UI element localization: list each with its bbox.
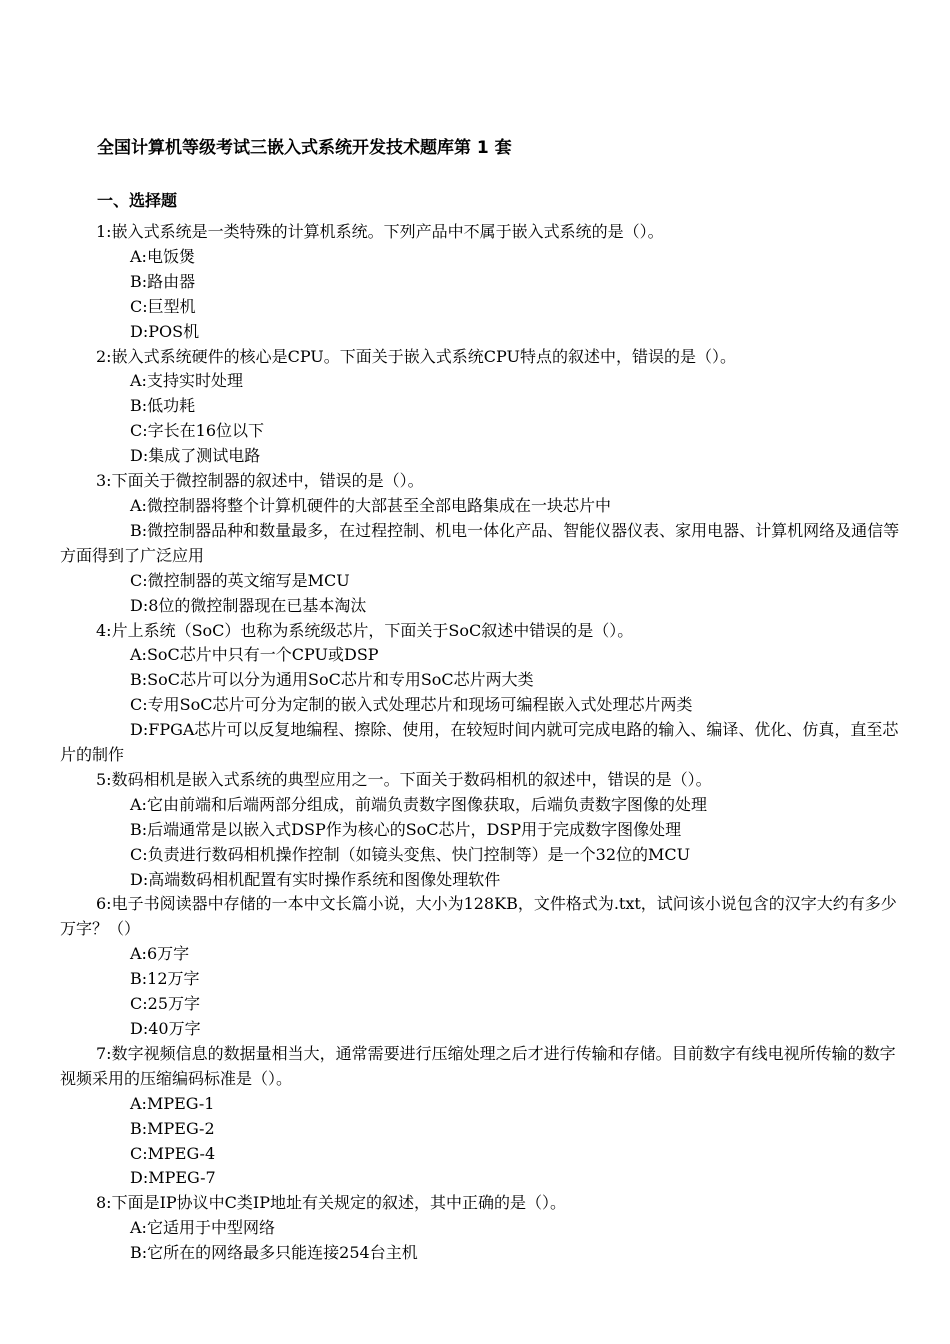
answer-option: A:它由前端和后端两部分组成，前端负责数字图像获取，后端负责数字图像的处理 <box>130 794 707 814</box>
answer-option: D:MPEG-7 <box>130 1168 216 1188</box>
answer-option: C:负责进行数码相机操作控制（如镜头变焦、快门控制等）是一个32位的MCU <box>130 844 691 864</box>
answer-option: A:SoC芯片中只有一个CPU或DSP <box>130 645 379 665</box>
answer-option: B:路由器 <box>130 271 196 291</box>
question-item <box>60 220 900 345</box>
question-item <box>60 1191 900 1266</box>
answer-option: C:字长在16位以下 <box>130 421 264 441</box>
answer-option: D:集成了测试电路 <box>130 446 261 466</box>
question-item <box>60 1042 900 1191</box>
answer-option: C:微控制器的英文缩写是MCU <box>130 570 350 590</box>
answer-option: D:FPGA芯片可以反复地编程、擦除、使用，在较短时间内就可完成电路的输入、编译、优化、仿真，直至芯片的制作 <box>60 720 899 765</box>
question-item <box>60 345 900 470</box>
answer-option: D:高端数码相机配置有实时操作系统和图像处理软件 <box>130 869 501 889</box>
answer-option: B:微控制器品种和数量最多，在过程控制、机电一体化产品、智能仪器仪表、家用电器、计算机网络及通信等方面得到了广泛应用 <box>60 520 900 565</box>
question-stem: 5:数码相机是嵌入式系统的典型应用之一。下面关于数码相机的叙述中，错误的是（）。 <box>96 769 712 789</box>
answer-option: A:支持实时处理 <box>130 371 243 391</box>
answer-option: A:微控制器将整个计算机硬件的大部甚至全部电路集成在一块芯片中 <box>130 495 611 515</box>
section-heading: 一、选择题 <box>97 191 178 210</box>
answer-option: C:专用SoC芯片可分为定制的嵌入式处理芯片和现场可编程嵌入式处理芯片两类 <box>130 695 693 715</box>
question-stem: 1:嵌入式系统是一类特殊的计算机系统。下列产品中不属于嵌入式系统的是（）。 <box>96 222 664 241</box>
answer-option: C:MPEG-4 <box>130 1143 216 1163</box>
question-stem: 8:下面是IP协议中C类IP地址有关规定的叙述，其中正确的是（）。 <box>96 1193 566 1213</box>
question-stem: 6:电子书阅读器中存储的一本中文长篇小说，大小为128KB，文件格式为.txt，试问该小说包含的汉字大约有多少万字？（） <box>60 894 897 939</box>
answer-option: A:MPEG-1 <box>130 1093 215 1113</box>
answer-option: B:12万字 <box>130 969 200 989</box>
question-stem: 3:下面关于微控制器的叙述中，错误的是（）。 <box>96 471 424 491</box>
question-item <box>60 469 900 618</box>
answer-option: A:它适用于中型网络 <box>130 1218 275 1238</box>
answer-option: A:电饭煲 <box>130 246 195 266</box>
document-title: 全国计算机等级考试三嵌入式系统开发技术题库第 1 套 <box>97 138 512 158</box>
answer-option: D:40万字 <box>130 1019 201 1038</box>
question-list <box>60 220 900 1266</box>
answer-option: D:8位的微控制器现在已基本淘汰 <box>130 595 367 615</box>
answer-option: B:后端通常是以嵌入式DSP作为核心的SoC芯片，DSP用于完成数字图像处理 <box>130 819 682 839</box>
answer-option: A:6万字 <box>130 944 190 964</box>
question-item <box>60 619 900 768</box>
answer-option: B:SoC芯片可以分为通用SoC芯片和专用SoC芯片两大类 <box>130 670 534 690</box>
answer-option: B:它所在的网络最多只能连接254台主机 <box>130 1243 418 1263</box>
answer-option: B:低功耗 <box>130 396 196 416</box>
answer-option: B:MPEG-2 <box>130 1118 215 1138</box>
answer-option: D:POS机 <box>130 321 200 341</box>
question-stem: 2:嵌入式系统硬件的核心是CPU。下面关于嵌入式系统CPU特点的叙述中，错误的是（）。 <box>96 346 736 366</box>
answer-option: C:25万字 <box>130 994 200 1014</box>
question-item <box>60 892 900 1041</box>
question-item <box>60 768 900 893</box>
question-stem: 4:片上系统（SoC）也称为系统级芯片，下面关于SoC叙述中错误的是（）。 <box>96 620 634 640</box>
answer-option: C:巨型机 <box>130 296 196 316</box>
question-stem: 7:数字视频信息的数据量相当大，通常需要进行压缩处理之后才进行传输和存储。目前数字有线电视所传输的数字视频采用的压缩编码标准是（）。 <box>60 1043 896 1088</box>
